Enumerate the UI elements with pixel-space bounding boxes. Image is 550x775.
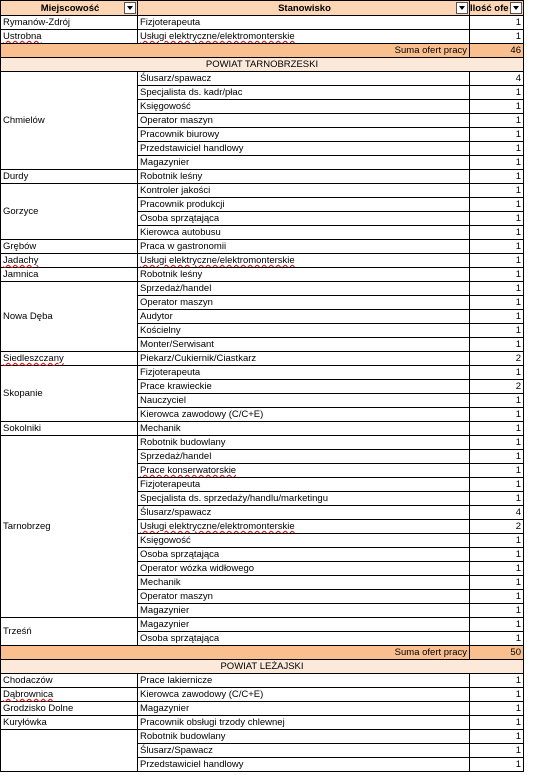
place-cell-merged[interactable] <box>0 618 138 646</box>
column-header-label: Ilość ofe <box>470 3 509 14</box>
job-text: Ślusarz/spawacz <box>140 73 212 84</box>
job-cell[interactable] <box>138 492 470 506</box>
place-cell-merged[interactable] <box>0 254 138 268</box>
count-cell[interactable]: 1 <box>470 744 524 758</box>
job-cell[interactable] <box>138 170 470 184</box>
job-text: Piekarz/Cukiernik/Ciastkarz <box>140 353 257 364</box>
job-cell[interactable] <box>138 240 470 254</box>
job-text: Usługi elektryczne/elektromonterskie <box>140 521 295 532</box>
job-cell[interactable] <box>138 380 470 394</box>
column-header-ilosc[interactable] <box>470 0 524 16</box>
count-cell[interactable]: 1 <box>470 702 524 716</box>
section-header-row <box>0 660 524 674</box>
count-cell[interactable]: 1 <box>470 730 524 744</box>
job-text: Ślusarz/Spawacz <box>140 745 213 756</box>
summary-row <box>0 44 524 58</box>
count-cell[interactable]: 1 <box>470 30 524 44</box>
job-text: Przedstawiciel handlowy <box>140 143 244 154</box>
place-cell-merged[interactable] <box>0 366 138 422</box>
count-cell[interactable]: 1 <box>470 758 524 772</box>
place-text: Sokolniki <box>3 423 42 434</box>
job-cell[interactable] <box>138 464 470 478</box>
count-cell[interactable]: 1 <box>470 254 524 268</box>
place-cell-merged[interactable] <box>0 184 138 240</box>
count-cell[interactable]: 2 <box>470 380 524 394</box>
job-cell[interactable] <box>138 212 470 226</box>
job-cell[interactable] <box>138 72 470 86</box>
filter-dropdown-icon[interactable] <box>456 2 468 14</box>
count-cell[interactable]: 1 <box>470 394 524 408</box>
count-cell[interactable]: 1 <box>470 562 524 576</box>
job-text: Prace lakiernicze <box>140 675 213 686</box>
summary-value[interactable]: 46 <box>470 44 524 58</box>
count-cell[interactable]: 1 <box>470 436 524 450</box>
count-cell[interactable]: 1 <box>470 632 524 646</box>
place-text: Ustrobna <box>3 31 42 42</box>
section-header-row <box>0 58 524 72</box>
count-cell[interactable]: 1 <box>470 282 524 296</box>
count-cell[interactable]: 1 <box>470 688 524 702</box>
job-text: Ślusarz/spawacz <box>140 507 212 518</box>
place-cell[interactable] <box>0 16 138 30</box>
place-text: Gorzyce <box>3 206 39 217</box>
place-cell-merged[interactable] <box>0 72 138 170</box>
count-cell[interactable]: 1 <box>470 324 524 338</box>
place-text: Grębów <box>3 241 37 252</box>
place-text: Durdy <box>3 171 29 182</box>
place-cell-merged[interactable] <box>0 282 138 352</box>
count-cell[interactable]: 1 <box>470 170 524 184</box>
table-row <box>0 30 524 44</box>
job-text: Usługi elektryczne/elektromonterskie <box>140 255 295 266</box>
count-cell[interactable]: 1 <box>470 212 524 226</box>
job-text: Pracownik produkcji <box>140 199 225 210</box>
column-header-label: Stanowisko <box>278 3 331 14</box>
count-cell[interactable]: 1 <box>470 226 524 240</box>
count-cell[interactable]: 1 <box>470 366 524 380</box>
job-cell[interactable] <box>138 702 470 716</box>
job-cell[interactable] <box>138 100 470 114</box>
job-cell[interactable] <box>138 674 470 688</box>
job-cell[interactable] <box>138 128 470 142</box>
job-text: Robotnik budowlany <box>140 731 226 742</box>
job-cell[interactable] <box>138 758 470 772</box>
job-text: Specjalista ds. sprzedaży/handlu/marketingu <box>140 493 328 504</box>
header-row <box>0 0 524 16</box>
job-text: Operator maszyn <box>140 115 213 126</box>
count-cell[interactable]: 1 <box>470 604 524 618</box>
place-cell-merged[interactable] <box>0 170 138 184</box>
job-text: Kierowca zawodowy (C/C+E) <box>140 409 264 420</box>
job-cell[interactable] <box>138 30 470 44</box>
job-cell[interactable] <box>138 310 470 324</box>
job-text: Osoba sprzątająca <box>140 213 220 224</box>
job-text: Przedstawiciel handlowy <box>140 759 244 770</box>
place-cell-merged[interactable] <box>0 422 138 436</box>
job-text: Fizjoterapeuta <box>140 367 201 378</box>
section-title[interactable]: POWIAT TARNOBRZESKI <box>0 58 524 72</box>
place-cell-merged[interactable] <box>0 352 138 366</box>
job-cell[interactable] <box>138 744 470 758</box>
section-title[interactable]: POWIAT LEŻAJSKI <box>0 660 524 674</box>
job-text: Praca w gastronomii <box>140 241 227 252</box>
place-text: Chmielów <box>3 115 45 126</box>
job-text: Kościelny <box>140 325 181 336</box>
count-cell[interactable]: 1 <box>470 338 524 352</box>
count-cell[interactable]: 2 <box>470 352 524 366</box>
job-text: Księgowość <box>140 535 191 546</box>
job-cell[interactable] <box>138 268 470 282</box>
job-text: Kontroler jakości <box>140 185 211 196</box>
count-cell[interactable]: 1 <box>470 478 524 492</box>
job-cell[interactable] <box>138 198 470 212</box>
count-cell[interactable]: 1 <box>470 240 524 254</box>
count-cell[interactable]: 1 <box>470 590 524 604</box>
place-text: Kuryłówka <box>3 717 47 728</box>
job-text: Osoba sprzątająca <box>140 549 220 560</box>
place-text: Skopanie <box>3 388 43 399</box>
place-cell-merged[interactable] <box>0 674 138 688</box>
place-text: Chodaczów <box>3 675 53 686</box>
count-cell[interactable]: 4 <box>470 72 524 86</box>
job-cell[interactable] <box>138 254 470 268</box>
job-text: Pracownik obsługi trzody chlewnej <box>140 717 285 728</box>
job-text: Robotnik budowlany <box>140 437 226 448</box>
job-text: Sprzedaż/handel <box>140 451 212 462</box>
summary-value[interactable]: 50 <box>470 646 524 660</box>
job-cell[interactable] <box>138 576 470 590</box>
count-cell[interactable]: 1 <box>470 100 524 114</box>
place-text: Trześń <box>3 626 32 637</box>
job-cell[interactable] <box>138 478 470 492</box>
job-cell[interactable] <box>138 506 470 520</box>
job-text: Fizjoterapeuta <box>140 479 201 490</box>
column-header-label: Miejscowość <box>40 3 100 14</box>
count-cell[interactable]: 2 <box>470 520 524 534</box>
job-cell[interactable] <box>138 632 470 646</box>
summary-row <box>0 646 524 660</box>
job-cell[interactable] <box>138 156 470 170</box>
count-cell[interactable]: 1 <box>470 576 524 590</box>
job-text: Prace konserwatorskie <box>140 465 237 476</box>
place-cell[interactable] <box>0 30 138 44</box>
job-text: Kierowca zawodowy (C/C+E) <box>140 689 264 700</box>
job-text: Nauczyciel <box>140 395 186 406</box>
place-text: Jamnica <box>3 269 39 280</box>
job-cell[interactable] <box>138 324 470 338</box>
count-cell[interactable]: 1 <box>470 310 524 324</box>
filter-dropdown-icon[interactable] <box>510 2 522 14</box>
job-cell[interactable] <box>138 184 470 198</box>
job-text: Osoba sprzątająca <box>140 633 220 644</box>
count-cell[interactable]: 4 <box>470 506 524 520</box>
job-cell[interactable] <box>138 226 470 240</box>
job-cell[interactable] <box>138 548 470 562</box>
job-cell[interactable] <box>138 534 470 548</box>
place-cell-merged[interactable] <box>0 730 138 772</box>
job-text: Magazynier <box>140 157 190 168</box>
job-text: Robotnik leśny <box>140 171 203 182</box>
count-cell[interactable]: 1 <box>470 296 524 310</box>
job-text: Mechanik <box>140 423 181 434</box>
job-cell[interactable] <box>138 282 470 296</box>
job-cell[interactable] <box>138 366 470 380</box>
job-cell[interactable] <box>138 562 470 576</box>
job-cell[interactable] <box>138 450 470 464</box>
job-text: Audytor <box>140 311 173 322</box>
count-cell[interactable]: 1 <box>470 128 524 142</box>
job-cell[interactable] <box>138 114 470 128</box>
column-header-stanowisko[interactable] <box>138 0 470 16</box>
job-text: Fizjoterapeuta <box>140 17 201 28</box>
job-cell[interactable] <box>138 590 470 604</box>
job-text: Księgowość <box>140 101 191 112</box>
count-cell[interactable]: 1 <box>470 156 524 170</box>
job-text: Mechanik <box>140 577 181 588</box>
job-text: Robotnik leśny <box>140 269 203 280</box>
place-cell-merged[interactable] <box>0 688 138 702</box>
job-text: Specjalista ds. kadr/płac <box>140 87 243 98</box>
job-text: Magazynier <box>140 619 190 630</box>
job-cell[interactable] <box>138 688 470 702</box>
job-text: Operator wózka widłowego <box>140 563 255 574</box>
count-cell[interactable]: 1 <box>470 548 524 562</box>
job-cell[interactable] <box>138 408 470 422</box>
column-header-miejscowosc[interactable] <box>0 0 138 16</box>
summary-label[interactable]: Suma ofert pracy <box>0 646 470 660</box>
place-text: Siedleszczany <box>3 353 64 364</box>
place-cell-merged[interactable] <box>0 702 138 716</box>
count-cell[interactable]: 1 <box>470 268 524 282</box>
job-text: Kierowca autobusu <box>140 227 221 238</box>
place-cell-merged[interactable] <box>0 716 138 730</box>
place-text: Grodzisko Dolne <box>3 703 74 714</box>
job-cell[interactable] <box>138 142 470 156</box>
job-text: Magazynier <box>140 605 190 616</box>
count-cell[interactable]: 1 <box>470 716 524 730</box>
table-row <box>0 16 524 30</box>
place-text: Jadachy <box>3 255 39 266</box>
count-cell[interactable]: 1 <box>470 674 524 688</box>
count-cell[interactable]: 1 <box>470 492 524 506</box>
place-cell-merged[interactable] <box>0 436 138 618</box>
job-text: Operator maszyn <box>140 591 213 602</box>
count-cell[interactable]: 1 <box>470 16 524 30</box>
count-cell[interactable]: 1 <box>470 86 524 100</box>
job-text: Usługi elektryczne/elektromonterskie <box>140 31 295 42</box>
place-cell-merged[interactable] <box>0 240 138 254</box>
place-cell-merged[interactable] <box>0 268 138 282</box>
job-cell[interactable] <box>138 618 470 632</box>
place-text: Tarnobrzeg <box>3 521 51 532</box>
count-cell[interactable]: 1 <box>470 198 524 212</box>
count-cell[interactable]: 1 <box>470 534 524 548</box>
job-text: Prace krawieckie <box>140 381 212 392</box>
filter-dropdown-icon[interactable] <box>124 2 136 14</box>
job-cell[interactable] <box>138 520 470 534</box>
count-cell[interactable]: 1 <box>470 184 524 198</box>
count-cell[interactable]: 1 <box>470 408 524 422</box>
job-cell[interactable] <box>138 730 470 744</box>
job-cell[interactable] <box>138 604 470 618</box>
job-cell[interactable] <box>138 296 470 310</box>
job-text: Sprzedaż/handel <box>140 283 212 294</box>
summary-label[interactable]: Suma ofert pracy <box>0 44 470 58</box>
count-cell[interactable]: 1 <box>470 142 524 156</box>
place-text: Nowa Dęba <box>3 311 53 322</box>
count-cell[interactable]: 1 <box>470 450 524 464</box>
count-cell[interactable]: 1 <box>470 114 524 128</box>
job-text: Monter/Serwisant <box>140 339 214 350</box>
job-cell[interactable] <box>138 422 470 436</box>
job-cell[interactable] <box>138 16 470 30</box>
job-cell[interactable] <box>138 338 470 352</box>
job-text: Magazynier <box>140 703 190 714</box>
place-text: Rymanów-Zdrój <box>3 17 71 28</box>
job-cell[interactable] <box>138 352 470 366</box>
job-text: Operator maszyn <box>140 297 213 308</box>
count-cell[interactable]: 1 <box>470 422 524 436</box>
count-cell[interactable]: 1 <box>470 464 524 478</box>
place-text: Dąbrownica <box>3 689 54 700</box>
job-cell[interactable] <box>138 86 470 100</box>
job-text: Pracownik biurowy <box>140 129 220 140</box>
job-cell[interactable] <box>138 716 470 730</box>
job-cell[interactable] <box>138 436 470 450</box>
job-cell[interactable] <box>138 394 470 408</box>
count-cell[interactable]: 1 <box>470 618 524 632</box>
